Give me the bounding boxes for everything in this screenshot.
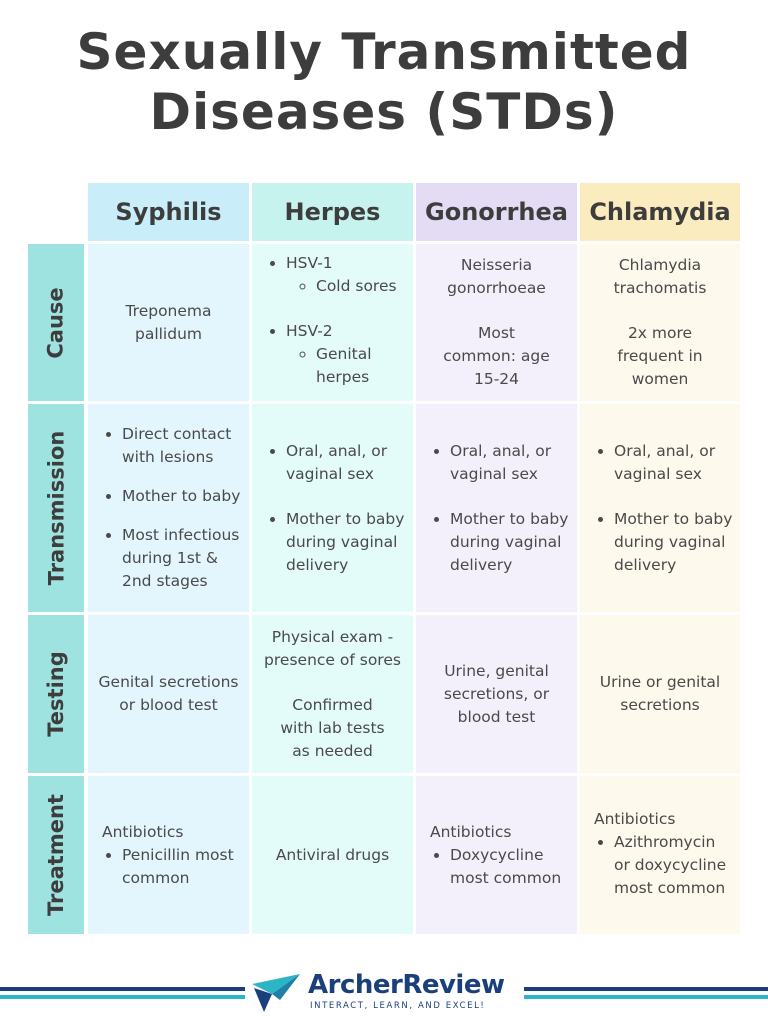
treatment-herpes-text: Antiviral drugs xyxy=(275,845,390,864)
list-item: • Oral, anal, or vaginal sex xyxy=(286,440,407,486)
title-line-2: Diseases (STDs) xyxy=(149,83,619,141)
list-item: • Direct contact with lesions xyxy=(122,423,243,469)
column-header-gonorrhea: Gonorrhea xyxy=(416,183,577,241)
brand-tagline: INTERACT, LEARN, AND EXCEL! xyxy=(310,1001,486,1011)
cause-chlamydia-line-2: 2x more frequent in women xyxy=(617,324,703,388)
row-header-testing-label: Testing xyxy=(44,651,68,737)
row-header-transmission xyxy=(28,404,84,612)
cause-syphilis-text: Treponema pallidum xyxy=(125,301,212,343)
transmission-gonorrhea-list xyxy=(426,440,571,577)
testing-herpes-line-1: Physical exam - presence of sores xyxy=(264,627,401,669)
cell-testing-chlamydia xyxy=(580,615,740,773)
column-header-herpes: Herpes xyxy=(252,183,413,241)
list-item: • Mother to baby during vaginal delivery xyxy=(614,508,734,577)
footer-line-right-teal xyxy=(524,995,768,999)
title-line-1: Sexually Transmitted xyxy=(76,23,692,81)
testing-syphilis-text: Genital secretions or blood test xyxy=(98,673,239,714)
footer-line-right-navy xyxy=(524,987,768,991)
list-item: • Mother to baby during vaginal delivery xyxy=(286,508,407,577)
cell-treatment-chlamydia xyxy=(580,776,740,934)
treatment-gonorrhea-list xyxy=(430,844,571,890)
row-header-transmission-label: Transmission xyxy=(44,430,68,586)
list-item: • HSV-1 ◦ Cold sores xyxy=(286,252,407,298)
list-item: • Azithromycin or doxycycline most common xyxy=(614,831,734,900)
footer-line-left-teal xyxy=(0,995,245,999)
column-header-chlamydia: Chlamydia xyxy=(580,183,740,241)
cause-gonorrhea-line-1: Neisseria gonorrhoeae xyxy=(447,256,546,297)
testing-gonorrhea-text: Urine, genital secretions, or blood test xyxy=(443,661,550,726)
row-header-testing xyxy=(28,615,84,773)
treatment-chlamydia-label: Antibiotics xyxy=(594,810,676,828)
arrow-logo-icon xyxy=(250,970,302,1014)
transmission-herpes-list xyxy=(262,440,407,577)
list-item: • Mother to baby xyxy=(122,485,243,508)
column-header-syphilis: Syphilis xyxy=(88,183,249,241)
list-item: • Oral, anal, or vaginal sex xyxy=(614,440,734,486)
cell-transmission-chlamydia xyxy=(580,404,740,612)
cell-testing-gonorrhea xyxy=(416,615,577,773)
cell-treatment-gonorrhea xyxy=(416,776,577,934)
row-header-treatment xyxy=(28,776,84,934)
testing-herpes-line-2: Confirmed with lab tests as needed xyxy=(280,695,385,760)
list-item: ◦ Genital herpes xyxy=(316,343,407,389)
list-item: • Doxycycline most common xyxy=(450,844,571,890)
treatment-syphilis-label: Antibiotics xyxy=(102,822,184,841)
treatment-chlamydia-list xyxy=(594,831,734,900)
list-item: • Penicillin most common xyxy=(122,844,243,890)
brand-name: ArcherReview xyxy=(308,970,505,1000)
cell-cause-syphilis xyxy=(88,244,249,401)
cell-testing-herpes xyxy=(252,615,413,773)
cell-cause-gonorrhea xyxy=(416,244,577,401)
list-item: • Mother to baby during vaginal delivery xyxy=(450,508,571,577)
list-item: • Most infectious during 1st & 2nd stages xyxy=(122,524,243,593)
list-item: • Oral, anal, or vaginal sex xyxy=(450,440,571,486)
archer-review-logo xyxy=(250,968,520,1018)
list-item: • HSV-2 ◦ Genital herpes xyxy=(286,320,407,389)
herpes-cause-list xyxy=(262,252,407,389)
treatment-gonorrhea-label: Antibiotics xyxy=(430,822,512,841)
row-header-treatment-label: Treatment xyxy=(44,794,69,916)
cause-gonorrhea-line-2: Most common: age 15-24 xyxy=(443,324,550,388)
cell-cause-chlamydia xyxy=(580,244,740,401)
row-header-cause xyxy=(28,244,84,401)
treatment-syphilis-list xyxy=(102,844,243,890)
cell-transmission-herpes xyxy=(252,404,413,612)
list-item: ◦ Cold sores xyxy=(316,275,407,298)
cause-chlamydia-line-1: Chlamydia trachomatis xyxy=(613,256,707,297)
cell-treatment-syphilis xyxy=(88,776,249,934)
cell-transmission-syphilis xyxy=(88,404,249,612)
cell-testing-syphilis xyxy=(88,615,249,773)
footer-line-left-navy xyxy=(0,987,245,991)
transmission-syphilis-list xyxy=(98,423,243,593)
row-header-cause-label: Cause xyxy=(44,286,68,359)
cell-cause-herpes xyxy=(252,244,413,401)
page-title xyxy=(0,22,768,142)
testing-chlamydia-text: Urine or genital secretions xyxy=(599,673,721,714)
cell-treatment-herpes xyxy=(252,776,413,934)
transmission-chlamydia-list xyxy=(590,440,734,577)
cell-transmission-gonorrhea xyxy=(416,404,577,612)
